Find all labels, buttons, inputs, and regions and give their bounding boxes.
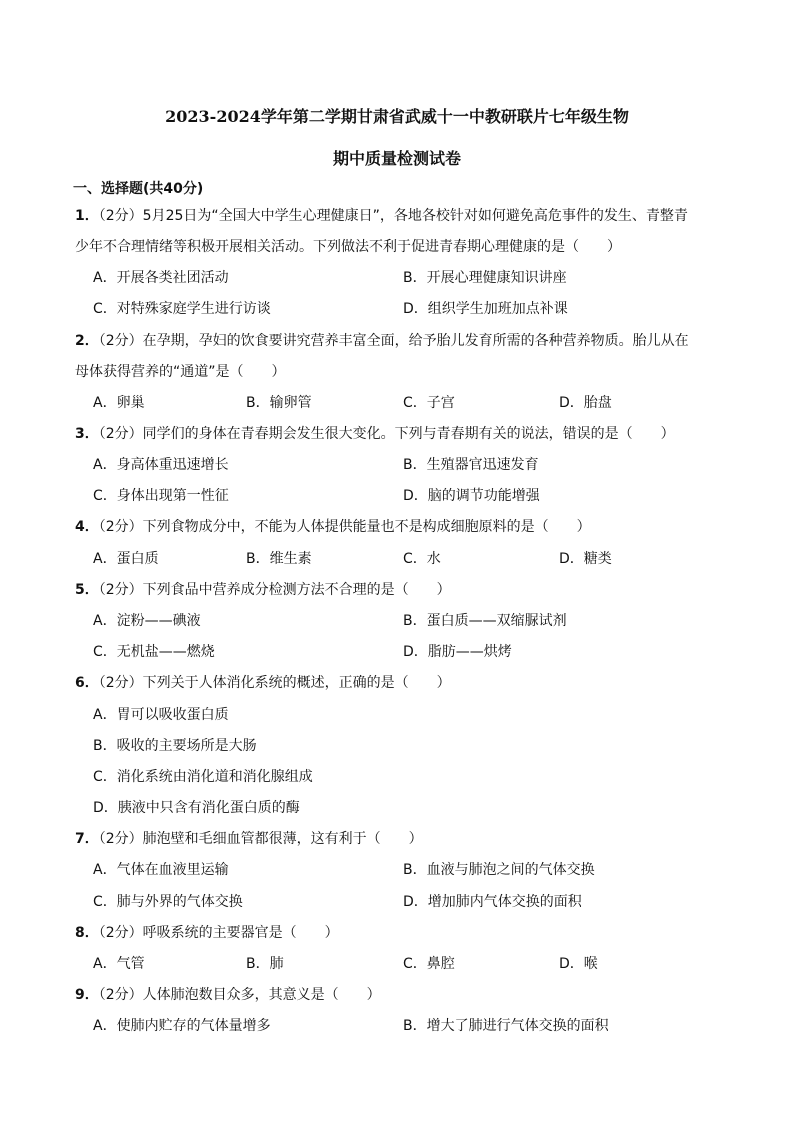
option-c: C．身体出现第一性征: [93, 488, 229, 504]
question-text: （2分）下列食品中营养成分检测方法不合理的是（ ）: [98, 582, 451, 598]
section-heading: 一、选择题(共40分): [73, 181, 204, 197]
option-c: C．对特殊家庭学生进行访谈: [93, 301, 271, 317]
question-number: 3．: [75, 426, 99, 442]
question-3: [75, 425, 675, 443]
question-text: （2分）下列食物成分中，不能为人体提供能量也不是构成细胞原料的是（ ）: [98, 519, 591, 535]
option-c: C．无机盐——燃烧: [93, 644, 215, 660]
option-c: C．消化系统由消化道和消化腺组成: [93, 769, 313, 785]
option-b: B．增大了肺进行气体交换的面积: [403, 1018, 609, 1034]
question-2-continuation: 母体获得营养的“通道”是（ ）: [75, 364, 286, 380]
option-a: A．气管: [93, 956, 145, 972]
option-d: D．脂肪——烘烤: [403, 644, 512, 660]
option-b: B．蛋白质——双缩脲试剂: [403, 613, 567, 629]
option-c: C．水: [403, 551, 441, 567]
option-b: B．吸收的主要场所是大肠: [93, 738, 257, 754]
option-a: A．身高体重迅速增长: [93, 457, 229, 473]
question-8: [75, 924, 339, 942]
question-text: （2分）人体肺泡数目众多，其意义是（ ）: [98, 987, 381, 1003]
option-a: A．蛋白质: [93, 551, 159, 567]
exam-title: 2023-2024学年第二学期甘肃省武威十一中教研联片七年级生物: [165, 107, 629, 126]
question-7: [75, 830, 423, 848]
question-9: [75, 986, 381, 1004]
question-text: （2分）呼吸系统的主要器官是（ ）: [98, 925, 339, 941]
option-c: C．子宫: [403, 395, 455, 411]
option-d: D．组织学生加班加点补课: [403, 301, 568, 317]
question-4: [75, 518, 591, 536]
option-d: D．糖类: [559, 551, 612, 567]
option-d: D．胰液中只含有消化蛋白质的酶: [93, 800, 300, 816]
question-text: （2分）下列关于人体消化系统的概述，正确的是（ ）: [98, 675, 451, 691]
question-1-continuation: 少年不合理情绪等积极开展相关活动。下列做法不利于促进青春期心理健康的是（ ）: [75, 239, 621, 255]
question-text: （2分）在孕期，孕妇的饮食要讲究营养丰富全面，给予胎儿发育所需的各种营养物质。胎儿从在: [98, 333, 689, 349]
question-text: （2分）5月25日为“全国大中学生心理健康日”，各地各校针对如何避免高危事件的发生、青整青: [98, 208, 688, 224]
option-d: D．胎盘: [559, 395, 612, 411]
question-text: （2分）肺泡壁和毛细血管都很薄，这有利于（ ）: [98, 831, 423, 847]
option-b: B．维生素: [246, 551, 312, 567]
option-c: C．肺与外界的气体交换: [93, 894, 243, 910]
question-text: （2分）同学们的身体在青春期会发生很大变化。下列与青春期有关的说法，错误的是（ ）: [98, 426, 675, 442]
question-number: 1．: [75, 208, 99, 224]
option-a: A．气体在血液里运输: [93, 862, 229, 878]
option-a: A．卵巢: [93, 395, 145, 411]
question-number: 2．: [75, 333, 99, 349]
option-c: C．鼻腔: [403, 956, 455, 972]
exam-subtitle: 期中质量检测试卷: [332, 149, 461, 168]
option-a: A．淀粉——碘液: [93, 613, 201, 629]
question-number: 7．: [75, 831, 99, 847]
option-b: B．血液与肺泡之间的气体交换: [403, 862, 595, 878]
option-a: A．使肺内贮存的气体量增多: [93, 1018, 271, 1034]
option-b: B．开展心理健康知识讲座: [403, 270, 567, 286]
question-number: 6．: [75, 675, 99, 691]
question-number: 9．: [75, 987, 99, 1003]
option-d: D．脑的调节功能增强: [403, 488, 540, 504]
option-a: A．开展各类社团活动: [93, 270, 229, 286]
question-number: 8．: [75, 925, 99, 941]
question-5: [75, 581, 451, 599]
option-a: A．胃可以吸收蛋白质: [93, 707, 229, 723]
question-6: [75, 674, 451, 692]
option-d: D．喉: [559, 956, 598, 972]
option-b: B．输卵管: [246, 395, 312, 411]
question-number: 4．: [75, 519, 99, 535]
question-1: [75, 207, 688, 225]
option-b: B．生殖器官迅速发育: [403, 457, 539, 473]
option-b: B．肺: [246, 956, 284, 972]
option-d: D．增加肺内气体交换的面积: [403, 894, 582, 910]
question-number: 5．: [75, 582, 99, 598]
question-2: [75, 332, 689, 350]
